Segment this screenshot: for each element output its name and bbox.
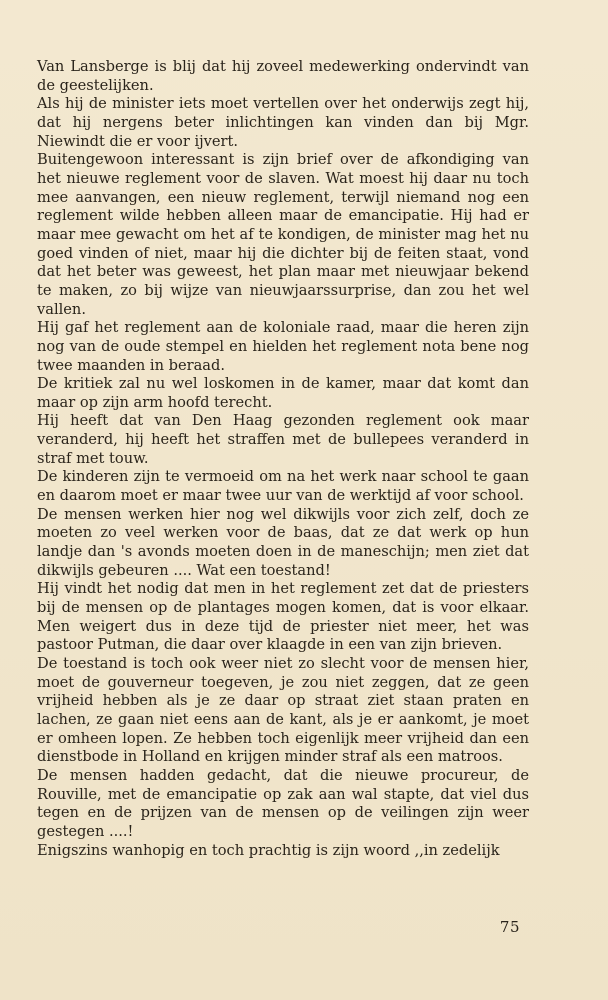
paragraph: De kinderen zijn te vermoeid om na het werk naar school te gaan en daarom moet er maar twee uur van de werktijd af voor school.: [37, 468, 529, 505]
body-text: [37, 58, 529, 860]
paragraph: Hij heeft dat van Den Haag gezonden reglement ook maar veranderd, hij heeft het straffen met de bullepees veranderd in straf met touw.: [37, 412, 529, 467]
paragraph: De toestand is toch ook weer niet zo slecht voor de mensen hier, moet de gouverneur toegeven, je zou niet zeggen, dat ze geen vrijheid hebben als je ze daar op straat ziet staan praten en lachen, ze gaan niet eens aan de kant, als je er aankomt, je moet er omheen lopen. Ze hebben toch eigenlijk meer vrijheid dan een dienstbode in Holland en krijgen minder straf als een matroos.: [37, 655, 529, 766]
paragraph: Buitengewoon interessant is zijn brief over de afkondiging van het nieuwe reglement voor de slaven. Wat moest hij daar nu toch mee aanvangen, een nieuw reglement, terwijl niemand nog een reglement wilde hebben alleen maar de emancipatie. Hij had er maar mee gewacht om het af te kondigen, de minister mag het nu goed vinden of niet, maar hij die dichter bij de feiten staat, vond dat het beter was geweest, het plan maar met nieuwjaar bekend te maken, zo bij wijze van nieuwjaarssurprise, dan zou het wel vallen.: [37, 151, 529, 318]
paragraph: Als hij de minister iets moet vertellen over het onderwijs zegt hij, dat hij nergens beter inlichtingen kan vinden dan bij Mgr. Niewindt die er voor ijvert.: [37, 95, 529, 150]
paragraph: Hij vindt het nodig dat men in het reglement zet dat de priesters bij de mensen op de plantages mogen komen, dat is voor elkaar. Men weigert dus in deze tijd de priester niet meer, het was pastoor Putman, die daar over klaagde in een van zijn brieven.: [37, 580, 529, 654]
paragraph: De mensen werken hier nog wel dikwijls voor zich zelf, doch ze moeten zo veel werken voor de baas, dat ze dat werk op hun landje dan 's avonds moeten doen in de maneschijn; men ziet dat dikwijls gebeuren .... Wat een toestand!: [37, 505, 529, 579]
paragraph: Hij gaf het reglement aan de koloniale raad, maar die heren zijn nog van de oude stempel en hielden het reglement nota bene nog twee maanden in beraad.: [37, 319, 529, 374]
paragraph: De kritiek zal nu wel loskomen in de kamer, maar dat komt dan maar op zijn arm hoofd terecht.: [37, 375, 529, 411]
paragraph: Van Lansberge is blij dat hij zoveel medewerking ondervindt van de geestelijken.: [37, 58, 529, 94]
paragraph: Enigszins wanhopig en toch prachtig is zijn woord ,,in zedelijk: [37, 841, 500, 859]
paragraph: De mensen hadden gedacht, dat die nieuwe procureur, de Rouville, met de emancipatie op zak aan wal stapte, dat viel dus tegen en de prijzen van de mensen op de veilingen zijn weer gestegen ....!: [37, 766, 529, 840]
page-number: 75: [499, 918, 520, 936]
